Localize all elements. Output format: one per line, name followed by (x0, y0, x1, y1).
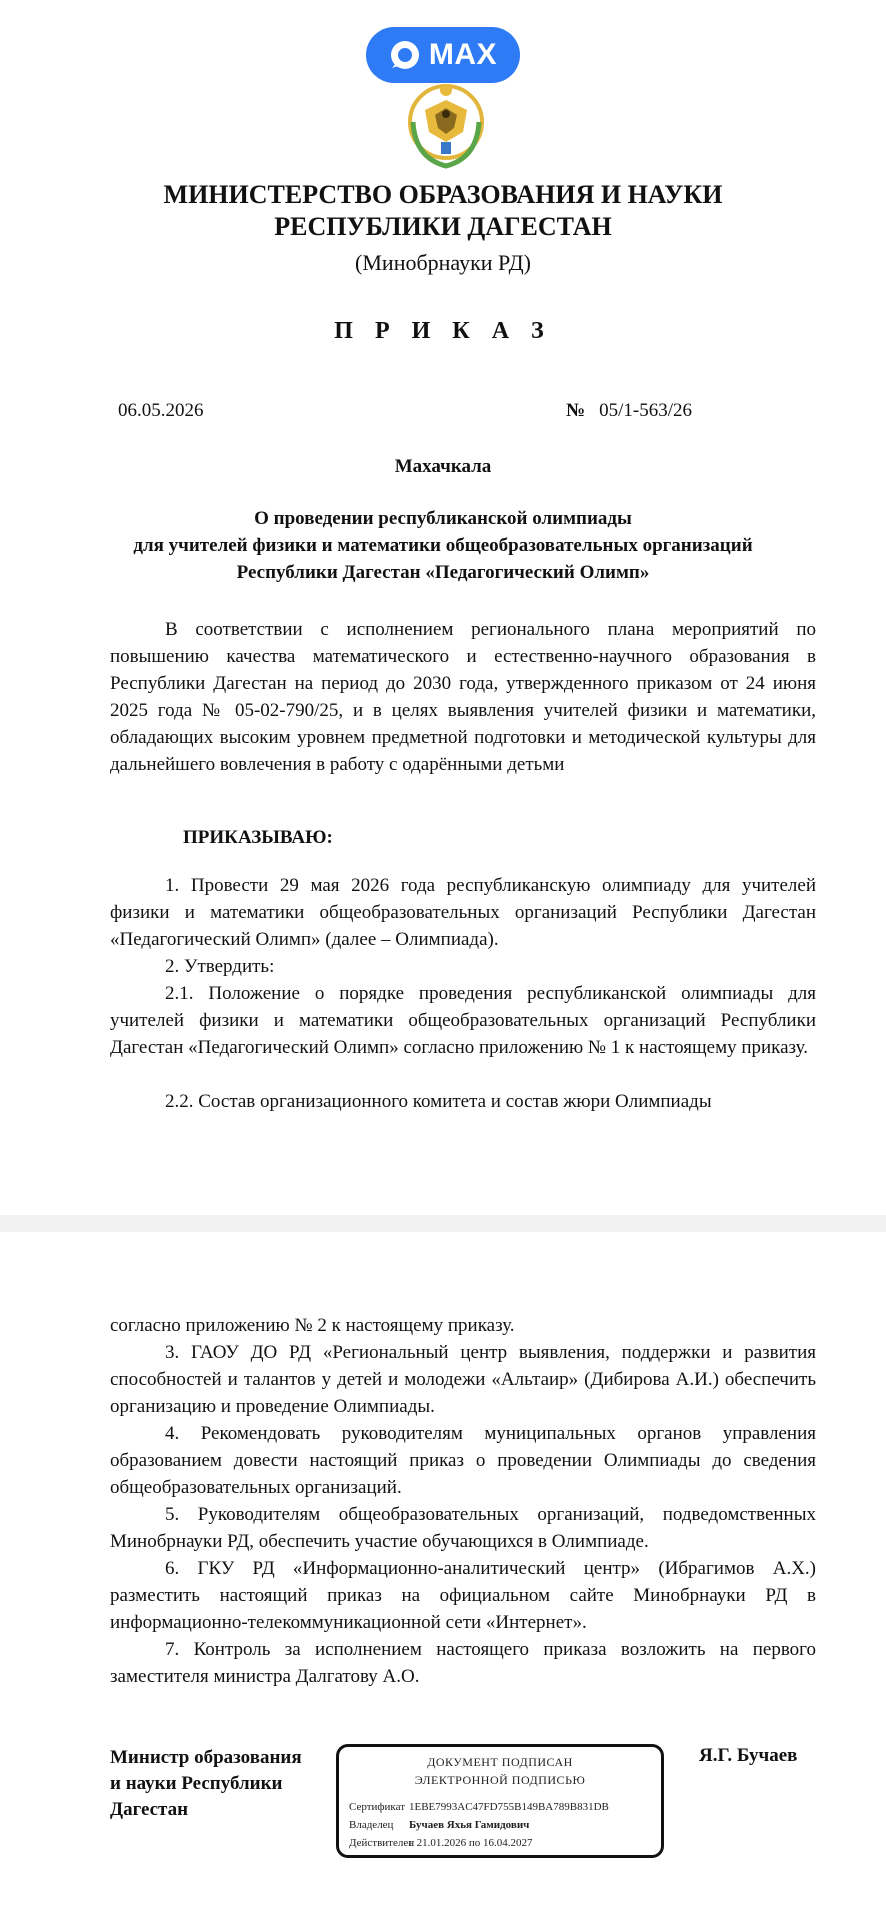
order-item-6: 6. ГКУ РД «Информационно-аналитический центр» (Ибрагимов А.Х.) разместить настоящий приказ на официальном сайте Минобрнауки РД в информационно-телекоммуникационной сети «Интернет». (110, 1558, 816, 1633)
order-date: 06.05.2026 (118, 400, 204, 421)
stamp-owner-value: Бучаев Яхья Гамидович (409, 1819, 530, 1831)
order-word: ПРИКАЗЫВАЮ: (183, 827, 333, 848)
order-title-line3: Республики Дагестан «Педагогический Олимп» (236, 562, 650, 583)
stamp-owner-label: Владелец (349, 1819, 394, 1831)
order-item-5: 5. Руководителям общеобразовательных организаций, подведомственных Минобрнауки РД, обеспечить участие обучающихся в Олимпиаде. (110, 1504, 816, 1552)
order-item-4: 4. Рекомендовать руководителям муниципальных органов управления образованием довести настоящий приказ о проведении Олимпиады до сведения общеобразовательных организаций. (110, 1423, 816, 1498)
number-sign: № (566, 400, 586, 421)
stamp-owner-row (349, 1819, 529, 1831)
signatory-position-line2: и науки Республики (110, 1773, 283, 1794)
ministry-abbreviation: (Минобрнауки РД) (355, 250, 531, 275)
order-item-2: 2. Утвердить: (165, 956, 275, 977)
document-type-heading: П Р И К А З (334, 318, 552, 344)
stamp-cert-label: Сертификат (349, 1801, 405, 1813)
signatory-position-line3: Дагестан (110, 1799, 189, 1820)
stamp-title-line1: ДОКУМЕНТ ПОДПИСАН (427, 1755, 573, 1769)
coat-of-arms-emblem (405, 70, 487, 170)
order-item-3: 3. ГАОУ ДО РД «Региональный центр выявления, поддержки и развития способностей и талантов у детей и молодежи «Альтаир» (Дибирова А.И.) обеспечить организацию и проведение Олимпиады. (110, 1342, 816, 1417)
city-name: Махачкала (394, 456, 492, 477)
order-number-value: 05/1-563/26 (599, 400, 692, 421)
max-logo-icon (389, 39, 421, 71)
order-title-line2: для учителей физики и математики общеобразовательных организаций (133, 535, 753, 556)
ministry-name-line2: РЕСПУБЛИКИ ДАГЕСТАН (274, 212, 612, 241)
order-item-7: 7. Контроль за исполнением настоящего приказа возложить на первого заместителя министра Далгатову А.О. (110, 1639, 816, 1687)
ministry-name-line1: МИНИСТЕРСТВО ОБРАЗОВАНИЯ И НАУКИ (163, 180, 723, 209)
stamp-validity-row (349, 1837, 533, 1849)
stamp-title-line2: ЭЛЕКТРОННОЙ ПОДПИСЬЮ (414, 1773, 586, 1787)
signatory-position-line1: Министр образования (110, 1747, 302, 1768)
continuation-text: согласно приложению № 2 к настоящему приказу. (110, 1315, 515, 1336)
electronic-signature-stamp (336, 1744, 664, 1858)
order-item-2-1: 2.1. Положение о порядке проведения республиканской олимпиады для учителей физики и математики общеобразовательных организаций Республики Дагестан «Педагогический Олимп» согласно приложению № 1 к настоящему приказу. (110, 983, 816, 1058)
stamp-cert-value: 1EBE7993AC47FD755B149BA789B831DB (409, 1801, 609, 1813)
order-item-2-2: 2.2. Состав организационного комитета и состав жюри Олимпиады (165, 1091, 712, 1112)
order-title-line1: О проведении республиканской олимпиады (254, 508, 632, 529)
stamp-valid-value: с 21.01.2026 по 16.04.2027 (409, 1837, 533, 1849)
order-item-1: 1. Провести 29 мая 2026 года республиканскую олимпиаду для учителей физики и математики общеобразовательных организаций Республики Дагестан «Педагогический Олимп» (далее – Олимпиада). (110, 875, 816, 950)
order-number (566, 400, 692, 422)
max-badge-label: MAX (428, 38, 498, 71)
preamble-paragraph: В соответствии с исполнением регионального плана мероприятий по повышению качества математического и естественно-научного образования в Республики Дагестан на период до 2030 года, утвержденного приказом от 24 июня 2025 года № 05-02-790/25, и в целях выявления учителей физики и математики, обладающих высоким уровнем предметной подготовки и методической культуры для дальнейшего вовлечения в работу с одарёнными детьми (110, 619, 816, 775)
signatory-name: Я.Г. Бучаев (699, 1745, 798, 1766)
signatory-position (110, 1745, 302, 1823)
stamp-valid-label: Действителен (349, 1837, 415, 1849)
stamp-certificate-row (349, 1801, 609, 1813)
